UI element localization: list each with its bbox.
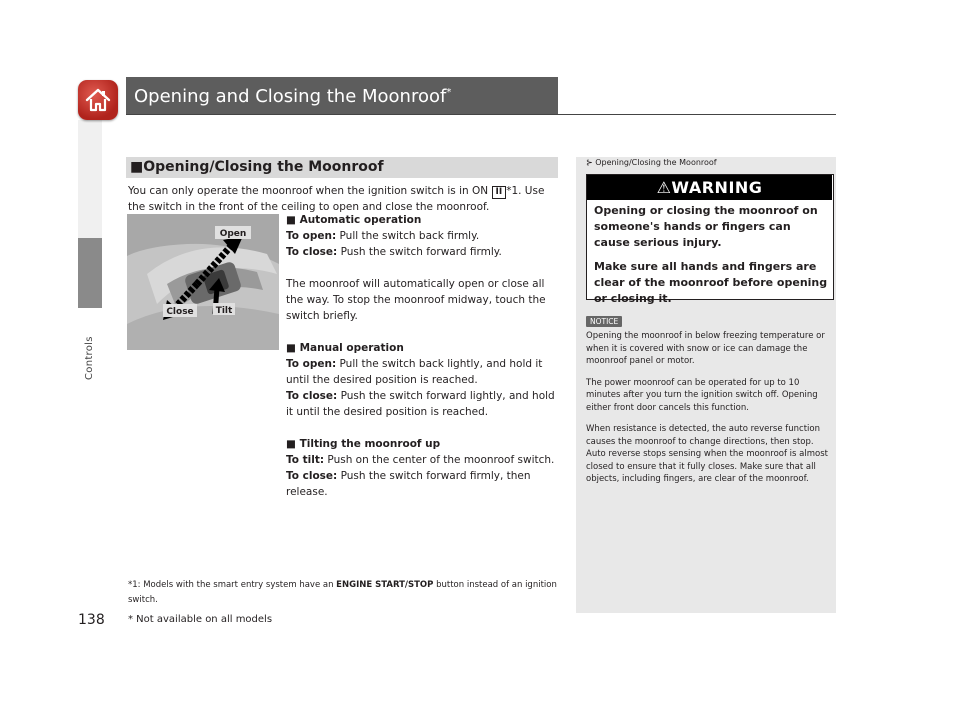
manual-open-label: To open: bbox=[286, 358, 337, 370]
footnote-ignition bbox=[128, 578, 558, 608]
footnote-bold-term: ENGINE START/STOP bbox=[336, 580, 434, 590]
section-title bbox=[130, 159, 384, 175]
sidebar-note: When resistance is detected, the auto reverse function causes the moonroof to change directions, then stop. Auto reverse stops sensing when the moonroof is almost closed to ensure that it fully closes. Make sure that all objects, including fingers, are clear of the moonroof. bbox=[586, 424, 828, 484]
warning-line: Opening or closing the moonroof on someone's hands or fingers can cause serious injury. bbox=[594, 204, 818, 249]
reference-arrow-icon: ⊱ bbox=[586, 158, 596, 167]
automatic-open-label: To open: bbox=[286, 230, 337, 242]
tilt-heading bbox=[286, 436, 558, 452]
square-bullet-icon: ■ bbox=[130, 159, 144, 175]
manual-open bbox=[286, 356, 558, 388]
side-label: Controls bbox=[84, 336, 95, 380]
sidebar-note: The power moonroof can be operated for up to 10 minutes after you turn the ignition switch off. Opening either front door cancels this function. bbox=[586, 377, 818, 413]
availability-mark: * bbox=[446, 87, 452, 98]
ignition-key-symbol: II bbox=[492, 186, 507, 199]
automatic-note: The moonroof will automatically open or close all the way. To stop the moonroof midway, touch the switch briefly. bbox=[286, 278, 546, 322]
sidebar-heading-text: Opening/Closing the Moonroof bbox=[595, 158, 717, 167]
manual-close bbox=[286, 388, 558, 420]
operations-column bbox=[286, 212, 558, 500]
automatic-close bbox=[286, 244, 558, 260]
manual-close-text: Push the switch forward lightly, and hold it until the desired position is reached. bbox=[286, 390, 555, 418]
square-bullet-icon: ■ bbox=[286, 342, 300, 354]
square-bullet-icon: ■ bbox=[286, 214, 300, 226]
warning-body bbox=[594, 203, 830, 307]
intro-text-end: *1. Use the switch in the front of the ceiling to open and close the moonroof. bbox=[128, 185, 545, 213]
page-title-text: Opening and Closing the Moonroof bbox=[134, 86, 447, 107]
sidebar-notes bbox=[586, 330, 830, 495]
tilt-close-text: Push the switch forward firmly, then release. bbox=[286, 470, 531, 498]
side-tab-controls[interactable] bbox=[78, 238, 102, 308]
page-number: 138 bbox=[78, 612, 105, 628]
notice-badge: NOTICE bbox=[586, 316, 622, 327]
warning-title-text: WARNING bbox=[671, 178, 763, 197]
tilt-open bbox=[286, 452, 558, 468]
open-label: Open bbox=[219, 229, 247, 239]
section-title-text: Opening/Closing the Moonroof bbox=[143, 159, 384, 175]
home-icon bbox=[84, 87, 112, 113]
manual-close-label: To close: bbox=[286, 390, 338, 402]
side-tab-light bbox=[78, 120, 102, 238]
square-bullet-icon: ■ bbox=[286, 438, 300, 450]
manual-heading bbox=[286, 340, 558, 356]
automatic-heading bbox=[286, 212, 558, 228]
close-label: Close bbox=[166, 307, 194, 317]
footnote-text-start: *1: Models with the smart entry system have an bbox=[128, 580, 337, 590]
tilt-label: Tilt bbox=[215, 306, 233, 316]
footnote-availability: * Not available on all models bbox=[128, 614, 273, 625]
tilt-heading-text: Tilting the moonroof up bbox=[299, 438, 441, 450]
warning-line: Make sure all hands and fingers are clear of the moonroof before opening or closing it. bbox=[594, 260, 828, 305]
automatic-open bbox=[286, 228, 558, 244]
tilt-close bbox=[286, 468, 558, 500]
moonroof-switch-illustration bbox=[127, 214, 279, 350]
tilt-label-text: To tilt: bbox=[286, 454, 325, 466]
manual-open-text: Pull the switch back lightly, and hold it until the desired position is reached. bbox=[286, 358, 543, 386]
intro-text-start: You can only operate the moonroof when the ignition switch is in ON bbox=[128, 185, 492, 197]
footnote-text-end: button instead of an ignition switch. bbox=[128, 580, 557, 605]
tilt-close-label: To close: bbox=[286, 470, 338, 482]
automatic-close-label: To close: bbox=[286, 246, 338, 258]
sidebar-note: Opening the moonroof in below freezing temperature or when it is covered with snow or ice can damage the moonroof panel or motor. bbox=[586, 331, 825, 366]
sidebar-heading bbox=[586, 158, 717, 167]
tilt-text: Push on the center of the moonroof switch. bbox=[327, 454, 555, 466]
intro-paragraph bbox=[128, 183, 558, 215]
title-rule bbox=[126, 114, 836, 115]
manual-heading-text: Manual operation bbox=[299, 342, 404, 354]
automatic-open-text: Pull the switch back firmly. bbox=[339, 230, 480, 242]
home-button[interactable] bbox=[78, 80, 118, 120]
automatic-close-text: Push the switch forward firmly. bbox=[340, 246, 502, 258]
warning-triangle-icon: ⚠ bbox=[656, 178, 672, 197]
page-title bbox=[134, 86, 451, 107]
warning-title bbox=[587, 178, 832, 197]
automatic-heading-text: Automatic operation bbox=[299, 214, 422, 226]
